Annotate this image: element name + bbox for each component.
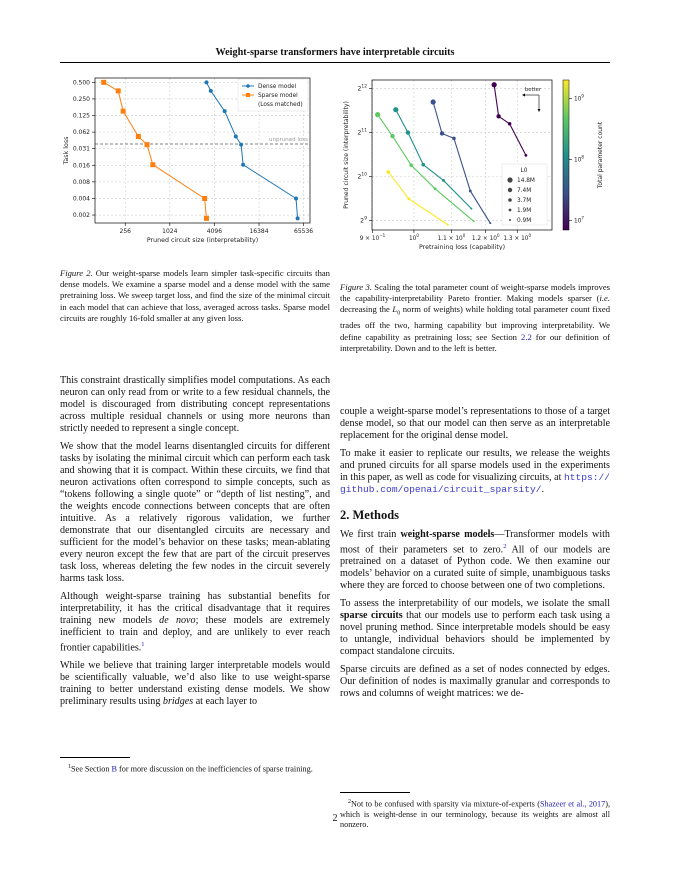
colorbar-tick-label: $10^9$ [574, 93, 584, 103]
left-column [60, 375, 330, 714]
y-tick-label: 0.125 [72, 112, 90, 120]
x-tick-label: $1.1 \times 10^0$ [437, 233, 466, 242]
colorbar [563, 80, 569, 230]
data-point [136, 134, 141, 139]
paragraph: This constraint drastically simplifies model computations. As each neuron can only read from or write to a few residual channels, the model is discouraged from distributing concept representations across multiple residual channels or using more neurons than strictly needed to represent a single concept. [60, 375, 330, 434]
series-line [494, 85, 526, 156]
left-arrowhead-icon [522, 94, 525, 97]
colorbar-tick-label: $10^8$ [574, 154, 584, 164]
footnote-rule [60, 757, 130, 758]
caption-text: Scaling the total parameter count of weight-sparse models improves the capability-interpretability Pareto frontier. Making models sparser ( [340, 282, 611, 304]
text: To make it easier to replicate our results, we release the weights and pruned circuits for all sparse models used in the experiments in this paper, as well as code for visualizing circuits, at [340, 448, 610, 483]
footnote-mark: 2 [348, 798, 351, 805]
footnote-1 [60, 762, 330, 775]
text: See Section [71, 764, 112, 774]
y-axis-label: Pruned circuit size (interpretability) [343, 101, 350, 209]
paragraph [60, 660, 330, 708]
data-point [116, 88, 121, 93]
page-number: 2 [332, 813, 338, 824]
legend-marker [246, 93, 250, 97]
y-tick-label: $2^9$ [360, 216, 367, 225]
figure-3-caption [340, 282, 610, 354]
left-column-wrap [60, 375, 330, 775]
legend-label: 0.9M [517, 218, 532, 224]
text: While we believe that training larger interpretable models would be scientifically valuable, we’d also like to use weight-sparse training to better understand existing dense models. We show preliminary results using [60, 660, 330, 708]
data-point [239, 143, 243, 147]
unpruned-loss-label: unpruned loss [269, 137, 308, 144]
legend-label: 14.8M [517, 178, 535, 184]
legend-marker [509, 209, 512, 212]
figure-2-caption [60, 268, 330, 324]
right-column [340, 406, 610, 706]
data-point [409, 163, 413, 167]
data-point [469, 190, 472, 193]
figure-3-chart [340, 75, 615, 250]
footnote-mark: 1 [68, 764, 71, 771]
paragraph: couple a weight-sparse model’s representations to those of a target dense model, so that our model can then serve as an interpretable replacement for the original dense model. [340, 406, 610, 441]
figure-2-chart [60, 75, 330, 250]
data-point [525, 154, 528, 157]
paragraph: Sparse circuits are defined as a set of nodes connected by edges. Our definition of nodes is maximally granular and corresponds to rows and columns of weight matrices: we de- [340, 664, 610, 700]
y-tick-label: 0.250 [72, 95, 90, 103]
y-tick-label: $2^{11}$ [357, 128, 367, 137]
footnote-ref[interactable]: 1 [141, 641, 145, 648]
paragraph [340, 598, 610, 658]
data-point [296, 216, 300, 220]
legend-label: (Loss matched) [258, 102, 303, 108]
data-point [473, 220, 475, 222]
right-column-wrap [340, 406, 610, 830]
x-axis-label: Pretraining loss (capability) [418, 244, 506, 250]
x-tick-label: $9 \times 10^{-1}$ [359, 233, 386, 242]
legend-marker [246, 84, 250, 88]
section-link[interactable]: B [111, 764, 117, 774]
text: Although weight-sparse training has substantial benefits for interpretability, it has the critical disadvantage that it requires training new models [60, 591, 330, 626]
caption-text: for our definition of interpretability. Down and to the left is better. [340, 331, 610, 353]
y-tick-label: 0.500 [72, 79, 90, 87]
github-link[interactable]: https://github.com/openai/circuit_sparsity/ [340, 472, 610, 495]
running-header: Weight-sparse transformers have interpretable circuits [215, 47, 455, 58]
y-tick-label: 0.016 [72, 162, 90, 170]
figure-2-caption-text: Our weight-sparse models learn simpler task-specific circuits than dense models. We examine a sparse model and a dense model with the same pretraining loss. We sweep target loss, and find the size of the minimal circuit in each model that can achieve that loss, averaged across tasks. Sparse model circuits are roughly 16-fold smaller at any given loss. [60, 268, 330, 323]
legend-title: L0 [520, 168, 528, 174]
data-point [294, 196, 298, 200]
text: that our models use to perform each task using a novel pruning method. Since interpretable models should be easy to untangle, individual behaviors should be implemented by compact standalone circuits. [340, 610, 610, 658]
y-tick-label: 0.002 [72, 212, 90, 220]
footnote-area [340, 784, 610, 830]
y-tick-label: 0.008 [72, 178, 90, 186]
text: —Transformer models with most of their parameters set to zero. [340, 529, 610, 556]
text: de novo [159, 615, 196, 626]
y-tick-label: 0.031 [72, 145, 90, 153]
legend-label: 1.9M [517, 208, 532, 214]
data-point [406, 130, 410, 134]
data-point [234, 135, 238, 139]
x-tick-label: $10^0$ [408, 233, 419, 242]
x-tick-label: 4096 [206, 228, 223, 235]
data-point [489, 222, 491, 224]
better-annotation: better [524, 87, 542, 93]
data-point [452, 137, 456, 141]
caption-math: L [392, 304, 398, 315]
paragraph [60, 591, 330, 654]
citation-link[interactable]: Shazeer et al., 2017 [539, 799, 606, 809]
text: All of our models are pretrained on a dataset of Python code. We then examine our models’ behavior on a curated suite of simple, unambiguous tasks where they are forced to choose between one of two completions. [340, 544, 610, 592]
text: sparse circuits [340, 610, 403, 622]
caption-text: decreasing the [340, 304, 393, 315]
caption-math-sub: 0 [397, 311, 401, 318]
text: . [541, 484, 545, 495]
data-point [390, 134, 394, 138]
data-point [431, 99, 436, 104]
footnote-area [60, 749, 330, 775]
legend-marker [508, 188, 512, 192]
y-tick-label: $2^{10}$ [357, 172, 367, 181]
data-point [209, 89, 213, 93]
data-point [223, 109, 227, 113]
colorbar-label: Total parameter count [597, 121, 604, 189]
data-point [375, 112, 380, 117]
data-point [496, 114, 500, 118]
x-tick-label: $1.2 \times 10^0$ [471, 233, 500, 242]
x-tick-label: 16384 [249, 228, 269, 235]
caption-text: i.e. [599, 293, 610, 304]
text: bridges [162, 696, 194, 708]
text: weight-sparse models [400, 529, 495, 540]
down-arrowhead-icon [538, 109, 541, 112]
data-point [434, 187, 437, 190]
series-line [388, 172, 448, 225]
footnote-2 [340, 797, 610, 830]
x-tick-label: 65536 [294, 228, 314, 235]
figure-3-label: Figure 3. [340, 282, 372, 292]
section-heading: 2. Methods [340, 508, 400, 522]
data-point [470, 208, 472, 210]
data-point [492, 82, 497, 87]
legend-marker [507, 177, 512, 182]
data-point [447, 224, 449, 226]
legend-label: 7.4M [517, 188, 532, 194]
text: ; these models are extremely inefficient to train and deploy, and are unlikely to ever reach frontier capabilities. [60, 615, 330, 654]
footnote-rule [340, 792, 410, 793]
data-point [145, 142, 150, 147]
series-line [104, 82, 207, 218]
legend-label: Dense model [258, 84, 297, 90]
header-rule [60, 62, 610, 63]
caption-text: norm of weights) while holding total parameter count fixed trades off the two, harming capability but improving interpretability. We define capability as pretraining loss; see Section [340, 304, 610, 342]
data-point [440, 131, 444, 135]
legend-marker [509, 219, 511, 221]
x-tick-label: 256 [119, 228, 131, 235]
data-point [387, 170, 391, 174]
y-tick-label: 0.004 [72, 195, 90, 203]
paragraph [340, 448, 610, 496]
text: To assess the interpretability of our models, we isolate the small [340, 598, 610, 610]
x-tick-label: 1024 [162, 228, 178, 235]
paragraph: We show that the model learns disentangled circuits for different tasks by isolating the minimal circuit which can perform each task and showing that it is compact. Within these circuits, we find that neuron activations often correspond to simple concepts, such as “tokens following a single quote” or “depth of list nesting”, and the weights encode connections between concepts that are often intuitive. As a relatively rigorous validation, we further demonstrate that our disentangled circuits are necessary and sufficient for the model’s behavior on these tasks; mean-ablating every neuron except the few that are part of the circuit preserves task loss, whereas deleting the few nodes in the circuit severely harms task loss. [60, 441, 330, 584]
y-tick-label: $2^{12}$ [357, 84, 367, 93]
text: ), which is weight-dense in our terminology, because its weights are almost all nonzero. [340, 799, 610, 829]
series-line [378, 115, 474, 222]
data-point [204, 80, 208, 84]
data-point [508, 122, 512, 126]
legend-marker [508, 198, 512, 202]
y-axis-label: Task loss [63, 136, 70, 165]
data-point [393, 107, 398, 112]
figure-2-label: Figure 2. [60, 268, 93, 278]
text: Not to be confused with sparsity via mixture-of-experts ( [351, 799, 540, 809]
data-point [241, 163, 245, 167]
x-tick-label: $1.3 \times 10^0$ [503, 233, 532, 242]
footnote-ref[interactable]: 2 [503, 543, 507, 550]
x-axis-label: Pruned circuit size (interpretability) [146, 237, 259, 244]
data-point [442, 179, 445, 182]
text: for more discussion on the inefficiencies of sparse training. [116, 764, 313, 774]
series-line [433, 102, 490, 223]
text: at each layer to [193, 696, 258, 708]
data-point [202, 196, 207, 201]
data-point [421, 163, 425, 167]
data-point [121, 109, 126, 114]
data-point [150, 162, 155, 167]
data-point [204, 216, 209, 221]
data-point [101, 80, 106, 85]
data-point [407, 197, 410, 200]
paragraph [340, 529, 610, 592]
legend-label: 3.7M [517, 198, 532, 204]
legend-label: Sparse model [258, 93, 298, 99]
section-link[interactable]: 2.2 [521, 331, 532, 342]
y-tick-label: 0.062 [72, 129, 90, 137]
text: We first train [340, 529, 401, 540]
colorbar-tick-label: $10^7$ [574, 215, 584, 225]
